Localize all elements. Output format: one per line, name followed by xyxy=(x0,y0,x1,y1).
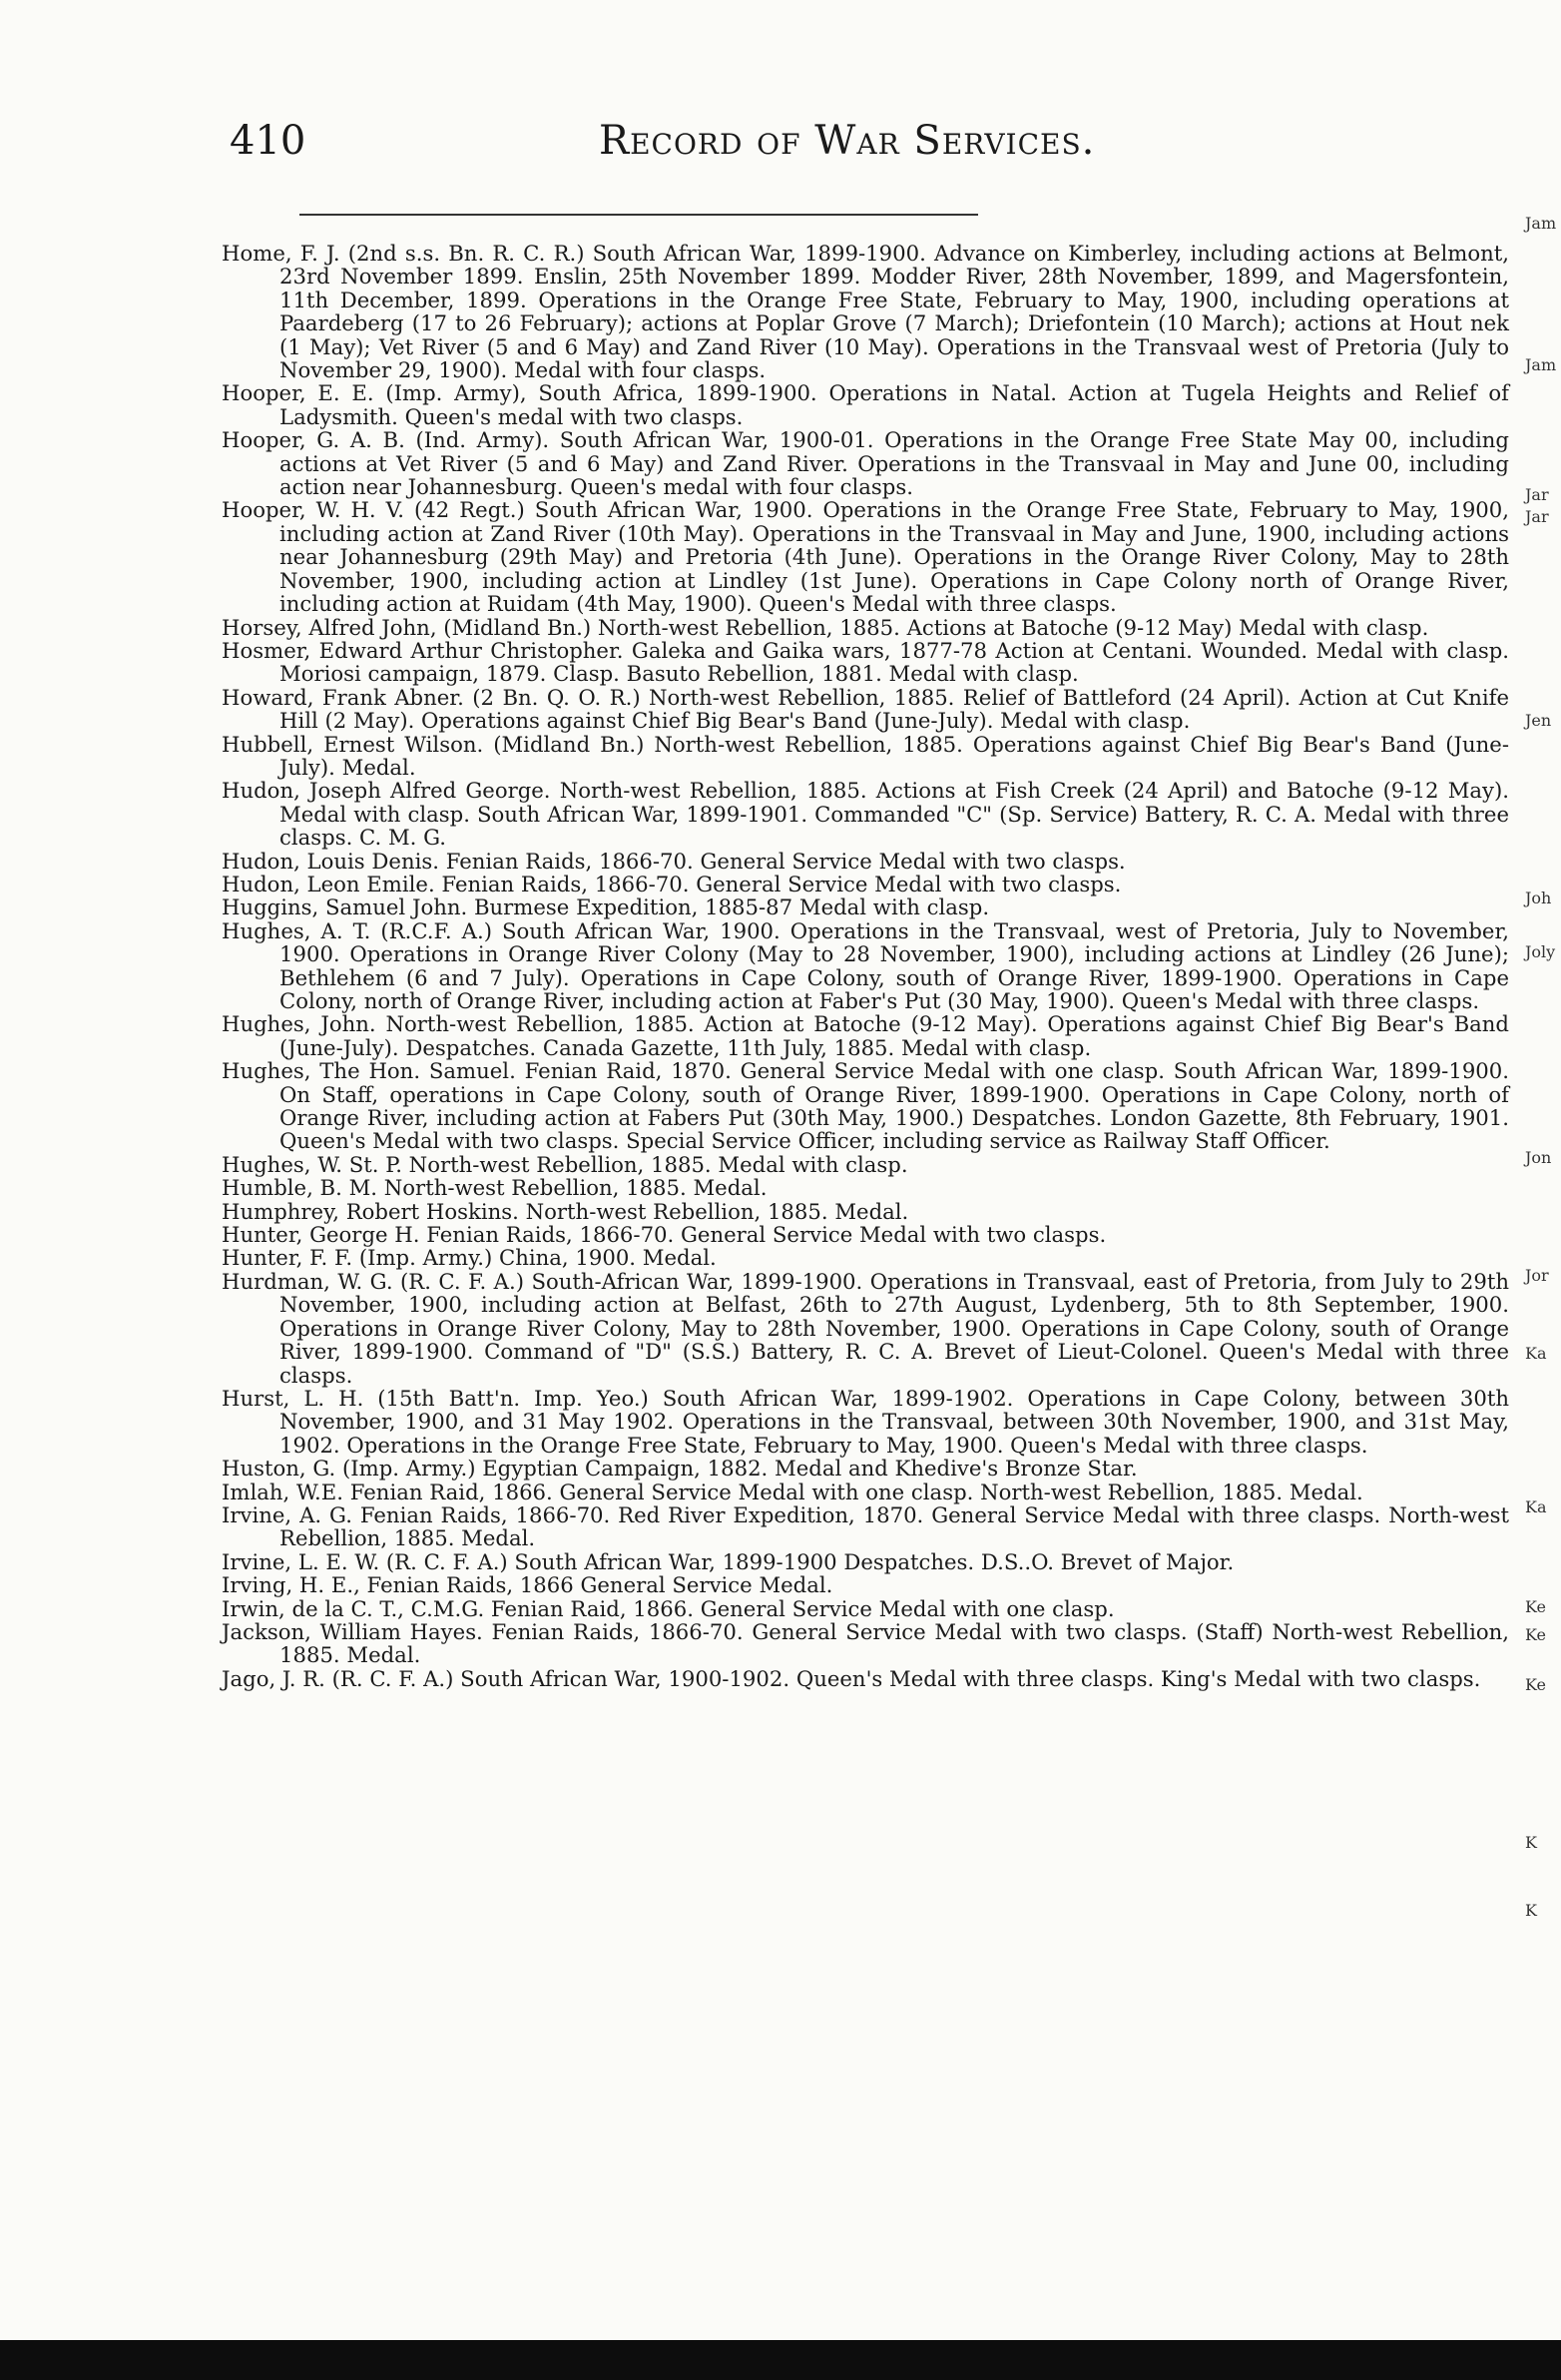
margin-note: Ke xyxy=(1525,1675,1546,1694)
entry: Hooper, W. H. V. (42 Regt.) South African War, 1900. Operations in the Orange Free State, February to May, 1900, including action at Zand River (10th May). Operations in the Transvaal in May and June, 1900, including actions near Johannesburg (29th May) and Pretoria (4th June). Operations in the Orange River Colony, May to 28th November, 1900, including action at Lindley (1st June). Operations in Cape Colony north of Orange River, including action at Ruidam (4th May, 1900). Queen's Medal with three clasps. xyxy=(222,497,1509,617)
scan-edge xyxy=(0,2340,1561,2380)
entry: Jago, J. R. (R. C. F. A.) South African War, 1900-1902. Queen's Medal with three clasps. King's Medal with two clasps. xyxy=(222,1665,1481,1691)
entry: Hosmer, Edward Arthur Christopher. Galeka and Gaika wars, 1877-78 Action at Centani. Wounded. Medal with clasp. Moriosi campaign, 1879. Clasp. Basuto Rebellion, 1881. Medal with clasp. xyxy=(222,637,1509,687)
entry: Hudon, Louis Denis. Fenian Raids, 1866-70. General Service Medal with two clasps. xyxy=(222,848,1126,874)
margin-note: Jar xyxy=(1525,507,1549,526)
entry: Jackson, William Hayes. Fenian Raids, 1866-70. General Service Medal with two clasps. (Staff) North-west Rebellion, 1885. Medal. xyxy=(222,1618,1509,1668)
entry: Imlah, W.E. Fenian Raid, 1866. General Service Medal with one clasp. North-west Rebellion, 1885. Medal. xyxy=(222,1479,1363,1504)
margin-note: Jar xyxy=(1525,485,1549,504)
entry: Huston, G. (Imp. Army.) Egyptian Campaign, 1882. Medal and Khedive's Bronze Star. xyxy=(222,1456,1138,1482)
entry: Hurst, L. H. (15th Batt'n. Imp. Yeo.) South African War, 1899-1902. Operations in Cape Colony, between 30th November, 1900, and 31 May 1902. Operations in the Transvaal, between 30th November, 1900, and 31st May, 1902. Operations in the Orange Free State, February to May, 1900. Queen's Medal with three clasps. xyxy=(222,1385,1509,1458)
entry: Hunter, George H. Fenian Raids, 1866-70. General Service Medal with two clasps. xyxy=(222,1222,1107,1248)
page-number: 410 xyxy=(230,118,306,164)
entry: Irving, H. E., Fenian Raids, 1866 General Service Medal. xyxy=(222,1572,833,1598)
entry-list xyxy=(222,242,1509,1690)
margin-note: K xyxy=(1525,1833,1537,1852)
margin-note: Joh xyxy=(1525,889,1552,907)
entry: Humphrey, Robert Hoskins. North-west Rebellion, 1885. Medal. xyxy=(222,1198,909,1224)
margin-note: Jon xyxy=(1525,1148,1552,1167)
entry: Hughes, The Hon. Samuel. Fenian Raid, 1870. General Service Medal with one clasp. South African War, 1899-1900. On Staff, operations in Cape Colony, south of Orange River, 1899-1900. Operations in Cape Colony, north of Orange River, including action at Fabers Put (30th May, 1900.) Despatches. London Gazette, 8th February, 1901. Queen's Medal with two clasps. Special Service Officer, including service as Railway Staff Officer. xyxy=(222,1058,1509,1154)
margin-note: Ka xyxy=(1525,1344,1547,1363)
entry: Home, F. J. (2nd s.s. Bn. R. C. R.) South African War, 1899-1900. Advance on Kimberley, including actions at Belmont, 23rd November 1899. Enslin, 25th November 1899. Modder River, 28th November, 1899, and Magersfontein, 11th December, 1899. Operations in the Orange Free State, February to May, 1900, including operations at Paardeberg (17 to 26 February); actions at Poplar Grove (7 March); Driefontein (10 March); actions at Hout nek (1 May); Vet River (5 and 6 May) and Zand River (10 May). Operations in the Transvaal west of Pretoria (July to November 29, 1900). Medal with four clasps. xyxy=(222,241,1509,383)
entry: Hughes, John. North-west Rebellion, 1885. Action at Batoche (9-12 May). Operations against Chief Big Bear's Band (June-July). Despatches. Canada Gazette, 11th July, 1885. Medal with clasp. xyxy=(222,1011,1509,1060)
margin-note: Jor xyxy=(1525,1266,1549,1285)
entry: Hunter, F. F. (Imp. Army.) China, 1900. Medal. xyxy=(222,1245,717,1271)
entry: Hughes, W. St. P. North-west Rebellion, 1885. Medal with clasp. xyxy=(222,1151,908,1177)
margin-note: K xyxy=(1525,1901,1537,1920)
margin-note: Jam xyxy=(1525,214,1557,233)
entry: Irvine, A. G. Fenian Raids, 1866-70. Red River Expedition, 1870. General Service Medal with three clasps. North-west Rebellion, 1885. Medal. xyxy=(222,1501,1509,1551)
margin-index xyxy=(1525,0,1561,2380)
margin-note: Jen xyxy=(1525,711,1552,730)
entry: Horsey, Alfred John, (Midland Bn.) North-west Rebellion, 1885. Actions at Batoche (9-12 May) Medal with clasp. xyxy=(222,614,1429,640)
entry: Hooper, E. E. (Imp. Army), South Africa, 1899-1900. Operations in Natal. Action at Tugela Heights and Relief of Ladysmith. Queen's medal with two clasps. xyxy=(222,380,1509,429)
entry: Hughes, A. T. (R.C.F. A.) South African War, 1900. Operations in the Transvaal, west of Pretoria, July to November, 1900. Operations in Orange River Colony (May to 28 November, 1900), including actions at Lindley (26 June); Bethlehem (6 and 7 July). Operations in Cape Colony, south of Orange River, 1899-1900. Operations in Cape Colony, north of Orange River, including action at Faber's Put (30 May, 1900). Queen's Medal with three clasps. xyxy=(222,917,1509,1013)
entry: Humble, B. M. North-west Rebellion, 1885. Medal. xyxy=(222,1175,768,1201)
margin-note: Ke xyxy=(1525,1625,1546,1644)
entry: Howard, Frank Abner. (2 Bn. Q. O. R.) North-west Rebellion, 1885. Relief of Battleford (24 April). Action at Cut Knife Hill (2 May). Operations against Chief Big Bear's Band (June-July). Medal with clasp. xyxy=(222,684,1509,734)
margin-note: Jam xyxy=(1525,355,1557,374)
margin-note: Joly xyxy=(1525,942,1556,961)
entry: Hubbell, Ernest Wilson. (Midland Bn.) North-west Rebellion, 1885. Operations against Chief Big Bear's Band (June-July). Medal. xyxy=(222,731,1509,780)
header-rule xyxy=(299,214,978,216)
entry: Hudon, Leon Emile. Fenian Raids, 1866-70. General Service Medal with two clasps. xyxy=(222,871,1122,896)
entry: Irvine, L. E. W. (R. C. F. A.) South African War, 1899-1900 Despatches. D.S..O. Brevet of Major. xyxy=(222,1548,1235,1574)
running-title: Record of War Services. xyxy=(599,118,1096,164)
page-header xyxy=(230,118,1377,178)
entry: Hudon, Joseph Alfred George. North-west Rebellion, 1885. Actions at Fish Creek (24 April) and Batoche (9-12 May). Medal with clasp. South African War, 1899-1901. Commanded "C" (Sp. Service) Battery, R. C. A. Medal with three clasps. C. M. G. xyxy=(222,778,1509,851)
margin-note: Ke xyxy=(1525,1597,1546,1616)
entry: Hurdman, W. G. (R. C. F. A.) South-African War, 1899-1900. Operations in Transvaal, east of Pretoria, from July to 29th November, 1900, including action at Belfast, 26th to 27th August, Lydenberg, 5th to 8th September, 1900. Operations in Orange River Colony, May to 28th November, 1900. Operations in Cape Colony, south of Orange River, 1899-1900. Command of "D" (S.S.) Battery, R. C. A. Brevet of Lieut-Colonel. Queen's Medal with three clasps. xyxy=(222,1268,1509,1388)
entry: Hooper, G. A. B. (Ind. Army). South African War, 1900-01. Operations in the Orange Free State May 00, including actions at Vet River (5 and 6 May) and Zand River. Operations in the Transvaal in May and June 00, including action near Johannesburg. Queen's medal with four clasps. xyxy=(222,427,1509,500)
margin-note: Ka xyxy=(1525,1497,1547,1516)
entry: Huggins, Samuel John. Burmese Expedition, 1885-87 Medal with clasp. xyxy=(222,894,990,920)
entry: Irwin, de la C. T., C.M.G. Fenian Raid, 1866. General Service Medal with one clasp. xyxy=(222,1595,1115,1621)
